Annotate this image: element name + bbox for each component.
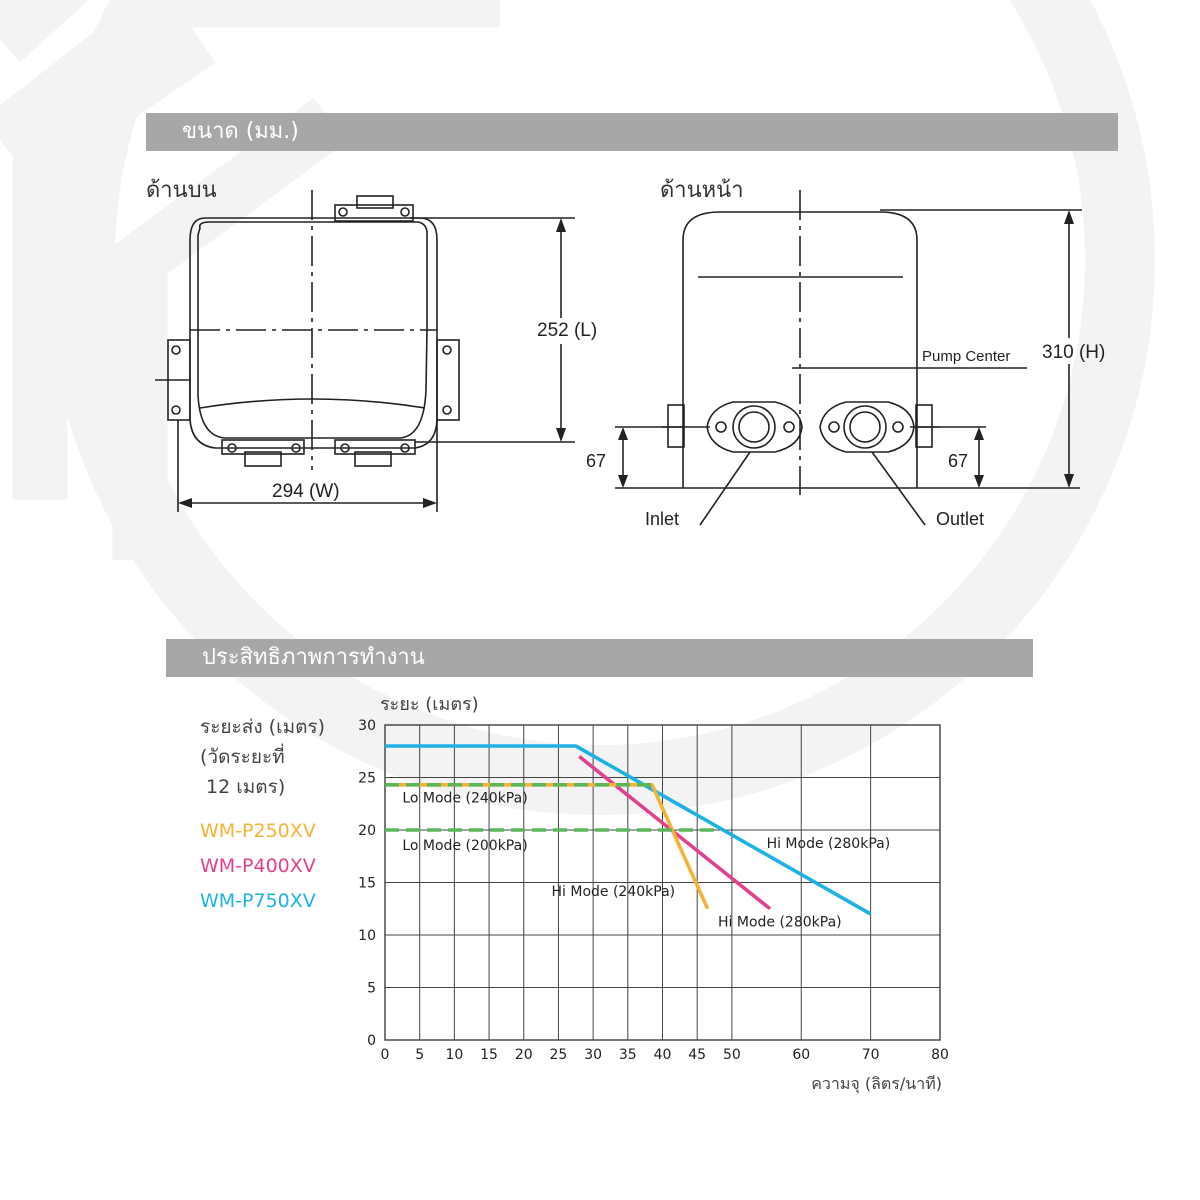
performance-section-header: ประสิทธิภาพการทำงาน xyxy=(166,639,1033,677)
x-tick-label: 0 xyxy=(380,1047,390,1063)
y-tick-label: 0 xyxy=(367,1033,376,1049)
height-dimension-label: 310 (H) xyxy=(1042,342,1106,363)
x-tick-label: 80 xyxy=(931,1047,949,1063)
x-tick-label: 45 xyxy=(688,1047,707,1063)
x-tick-label: 70 xyxy=(861,1047,880,1063)
x-tick-label: 60 xyxy=(792,1047,811,1063)
mode-annotation: Hi Mode (280kPa) xyxy=(766,835,891,852)
x-tick-label: 35 xyxy=(618,1047,637,1063)
length-dimension-label: 252 (L) xyxy=(537,320,598,341)
y-axis-description: ระยะส่ง (เมตร) (วัดระยะที่ 12 เมตร) xyxy=(200,716,326,798)
x-tick-label: 40 xyxy=(653,1047,672,1063)
mode-annotation: Hi Mode (240kPa) xyxy=(551,884,676,901)
model-label-p400: WM-P400XV xyxy=(200,855,316,877)
width-dimension-label: 294 (W) xyxy=(272,481,340,502)
y-tick-label: 15 xyxy=(358,875,376,892)
x-tick-label: 10 xyxy=(445,1047,464,1063)
model-label-p750: WM-P750XV xyxy=(200,890,316,912)
y-tick-label: 5 xyxy=(367,980,376,997)
y-tick-label: 25 xyxy=(358,770,376,787)
pump-center-label: Pump Center xyxy=(922,348,1011,365)
mode-annotation: Lo Mode (200kPa) xyxy=(402,837,528,854)
x-tick-label: 20 xyxy=(514,1047,533,1063)
model-label-p250: WM-P250XV xyxy=(200,820,316,842)
x-tick-label: 5 xyxy=(415,1047,425,1063)
mode-annotation: Hi Mode (280kPa) xyxy=(718,914,842,931)
y-axis-title: ระยะ (เมตร) xyxy=(380,694,479,715)
mode-annotation: Lo Mode (240kPa) xyxy=(402,790,528,807)
front-view-label: ด้านหน้า xyxy=(660,178,744,203)
outlet-label: Outlet xyxy=(936,509,985,529)
inlet-label: Inlet xyxy=(645,509,680,529)
y-tick-label: 20 xyxy=(358,823,376,839)
x-tick-label: 50 xyxy=(722,1047,741,1063)
left-base-height-label: 67 xyxy=(586,451,607,471)
dimensions-section-header: ขนาด (มม.) xyxy=(146,113,1118,151)
x-tick-label: 25 xyxy=(549,1047,568,1063)
x-axis-title: ความจุ (ลิตร/นาที) xyxy=(811,1074,942,1093)
y-tick-label: 30 xyxy=(358,718,376,734)
top-view-label: ด้านบน xyxy=(146,178,217,203)
x-tick-label: 30 xyxy=(584,1047,603,1063)
x-tick-label: 15 xyxy=(480,1047,498,1063)
y-tick-label: 10 xyxy=(358,928,376,944)
right-base-height-label: 67 xyxy=(948,451,969,471)
